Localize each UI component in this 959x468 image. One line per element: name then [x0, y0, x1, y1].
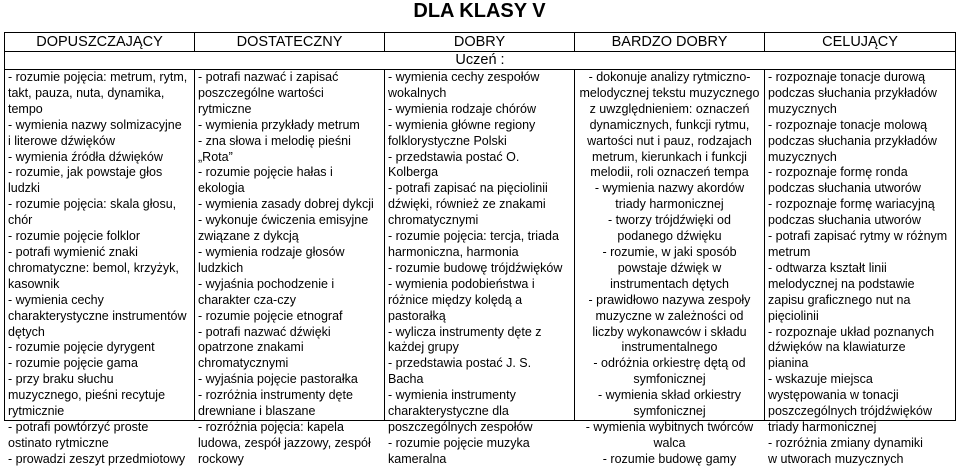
cell-bardzo-dobry [575, 70, 765, 466]
header-bardzo-dobry: BARDZO DOBRY [575, 33, 765, 52]
header-dopuszczajacy: DOPUSZCZAJĄCY [5, 33, 195, 52]
grade-header-row [5, 33, 956, 52]
student-label: Uczeń : [5, 52, 956, 70]
cell-dostateczny [195, 70, 385, 466]
student-row [5, 52, 956, 70]
requirements-text: - rozpoznaje tonacje durową podczas słuchania przykładów muzycznych - rozpoznaje tonacje molową podczas słuchania przykładów muzycznych - rozpoznaje formę ronda podczas słuchania utworów - rozpoznaje formę wariacyjną podczas słuchania utworów - potrafi zapisać rytmy w różnym metrum - odtwarza kształt linii melodycznej na podstawie zapisu graficznego nut na pięciolinii - rozpoznaje układ poznanych dźwięków na klawiaturze pianina - wskazuje miejsca występowania w tonacji poszczególnych trójdźwięków triady harmonicznej - rozróżnia zmiany dynamiki w utworach muzycznych [768, 70, 948, 466]
requirements-text: - wymienia cechy zespołów wokalnych - wymienia rodzaje chórów - wymienia główne regiony folklorystyczne Polski - przedstawia postać O. Kolberga - potrafi zapisać na pięciolinii dźwięki, również ze znakami chromatycznymi - rozumie pojęcia: tercja, triada harmoniczna, harmonia - rozumie budowę trójdźwięków - wymienia podobieństwa i różnice między kolędą a pastorałką - wylicza instrumenty dęte z każdej grupy - przedstawia postać J. S. Bacha - wymienia instrumenty charakterystyczne dla poszczególnych zespołów - rozumie pojęcie muzyka kameralna [388, 70, 563, 466]
requirements-text: - rozumie pojęcia: metrum, rytm, takt, pauza, nuta, dynamika, tempo - wymienia nazwy solmizacyjne i literowe dźwięków - wymienia źródła dźwięków - rozumie, jak powstaje głos ludzki - rozumie pojęcia: skala głosu, chór - rozumie pojęcie folklor - potrafi wymienić znaki chromatyczne: bemol, krzyżyk, kasownik - wymienia cechy charakterystyczne instrumentów dętych - rozumie pojęcie dyrygent - rozumie pojęcie gama - przy braku słuchu muzycznego, pieśni recytuje rytmicznie - potrafi powtórzyć proste ostinato rytmiczne - prowadzi zeszyt przedmiotowy [8, 70, 188, 466]
cell-dobry [385, 70, 575, 466]
requirements-row [5, 70, 956, 421]
cell-dopuszczajacy [5, 70, 195, 466]
header-dobry: DOBRY [385, 33, 575, 52]
cell-celujacy [765, 70, 956, 466]
requirements-table [4, 32, 956, 466]
header-celujacy: CELUJĄCY [765, 33, 956, 52]
requirements-text: - potrafi nazwać i zapisać poszczególne wartości rytmiczne - wymienia przykłady metrum - zna słowa i melodię pieśni „Rota” - rozumie pojęcie hałas i ekologia - wymienia zasady dobrej dykcji - wykonuje ćwiczenia emisyjne związane z dykcją - wymienia rodzaje głosów ludzkich - wyjaśnia pochodzenie i charakter cza-czy - rozumie pojęcie etnograf - potrafi nazwać dźwięki opatrzone znakami chromatycznymi - wyjaśnia pojęcie pastorałka - rozróżnia instrumenty dęte drewniane i blaszane - rozróżnia pojęcia: kapela ludowa, zespół jazzowy, zespół rockowy [198, 70, 374, 466]
requirements-text: - dokonuje analizy rytmiczno- melodycznej tekstu muzycznego z uwzględnieniem: oznaczeń dynamicznych, funkcji rytmu, wartości nut i pauz, rodzajach metrum, kierunkach i funkcji melodii, roli oznaczeń tempa - wymienia nazwy akordów triady harmonicznej - tworzy trójdźwięki od podanego dźwięku - rozumie, w jaki sposób powstaje dźwięk w instrumentach dętych - prawidłowo nazywa zespoły muzyczne w zależności od liczby wykonawców i składu instrumentalnego - odróżnia orkiestrę dętą od symfonicznej - wymienia skład orkiestry symfonicznej - wymienia wybitnych twórców walca - rozumie budowę gamy [579, 70, 760, 466]
page-title: DLA KLASY V [413, 0, 546, 22]
header-dostateczny: DOSTATECZNY [195, 33, 385, 52]
